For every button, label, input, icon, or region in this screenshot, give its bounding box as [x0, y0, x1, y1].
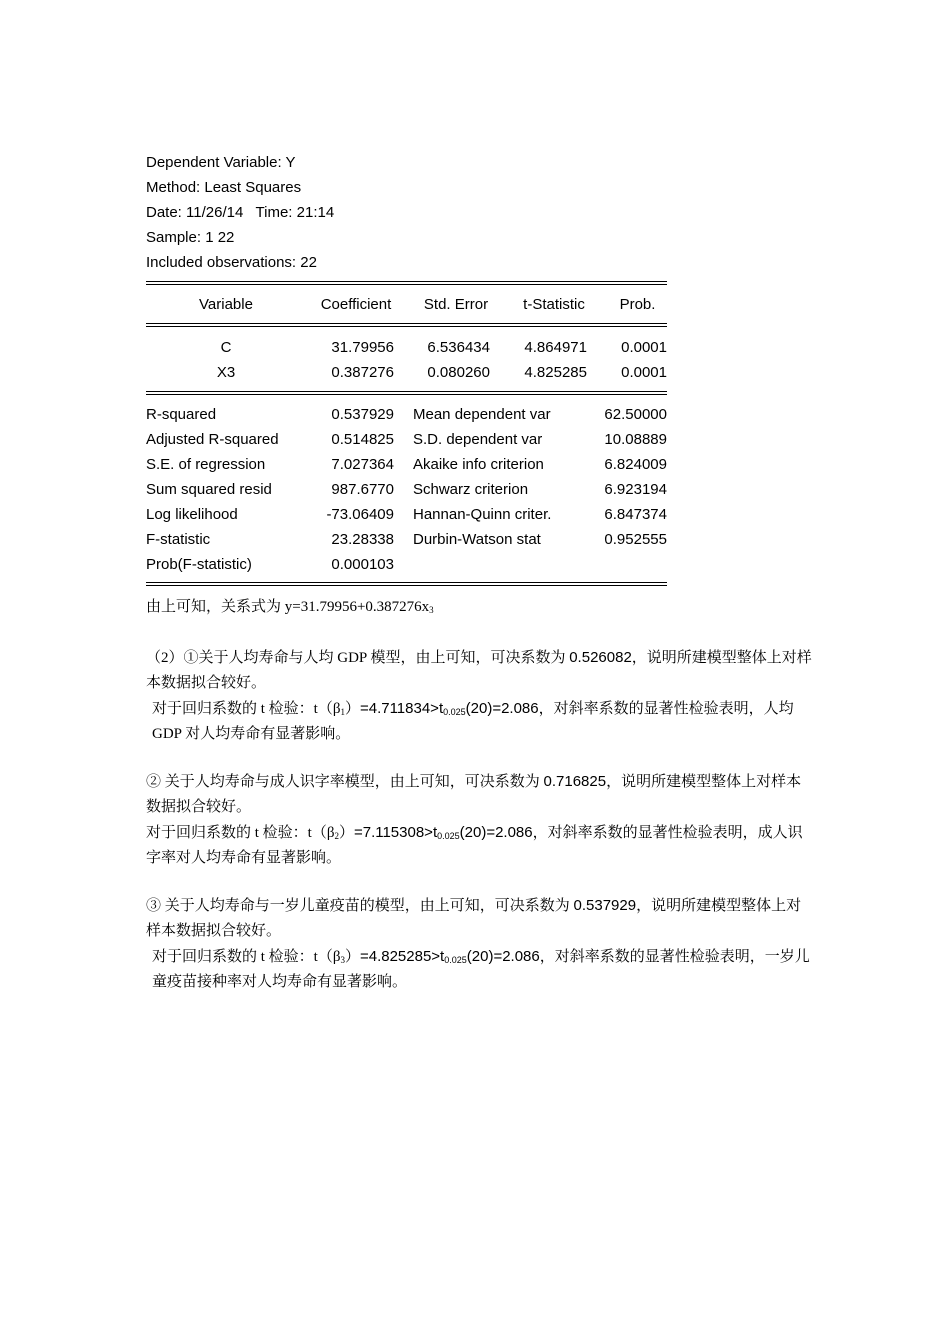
- table-header-rule: [146, 323, 667, 327]
- cell-std-error: 0.080260: [427, 364, 490, 381]
- section-1-text: （2）①关于人均寿命与人均 GDP 模型，由上可知，可决系数为: [146, 650, 570, 666]
- stats-row: [146, 552, 667, 577]
- stat-label: Mean dependent var: [413, 406, 551, 423]
- cell-prob: 0.0001: [621, 339, 667, 356]
- section-2-ttest-text: 对于回归系数的 t 检验：t（β: [146, 825, 335, 841]
- stats-row: [146, 477, 667, 502]
- column-header-prob: Prob.: [619, 296, 656, 313]
- stat-label: R-squared: [146, 406, 217, 423]
- stat-label: Adjusted R-squared: [146, 431, 279, 448]
- stats-row: [146, 402, 667, 427]
- stat-value: 23.28338: [331, 531, 394, 548]
- relation-text: 由上可知，关系式为 y=31.79956+0.387276x: [146, 599, 430, 615]
- stat-value: 987.6770: [331, 481, 394, 498]
- section-3-conclusion: ，对斜率系数的显著性检验表明，一岁儿童疫苗接种率对人均寿命有显著影响。: [152, 949, 810, 990]
- section-1-r2-value: 0.526082: [569, 649, 632, 666]
- section-2-paragraph: [146, 769, 816, 871]
- column-header-coefficient: Coefficient: [320, 296, 392, 313]
- stat-value: 62.50000: [604, 406, 667, 423]
- stat-label: Akaike info criterion: [413, 456, 544, 473]
- regression-header: [146, 150, 334, 275]
- relation-paragraph: [146, 595, 816, 620]
- table-middle-rule: [146, 391, 667, 395]
- section-2-critical-value: (20)=2.086: [459, 824, 533, 841]
- stat-label: Log likelihood: [146, 506, 238, 523]
- column-header-std-error: Std. Error: [423, 296, 489, 313]
- section-3-paragraph: [146, 893, 816, 995]
- stat-label: S.D. dependent var: [413, 431, 543, 448]
- dependent-variable-line: Dependent Variable: Y: [146, 154, 296, 171]
- stat-value: -73.06409: [326, 506, 394, 523]
- cell-std-error: 6.536434: [427, 339, 490, 356]
- column-header-t-statistic: t-Statistic: [523, 296, 585, 313]
- stat-label: S.E. of regression: [146, 456, 266, 473]
- stat-label: F-statistic: [146, 531, 211, 548]
- stat-label: Hannan-Quinn criter.: [413, 506, 552, 523]
- table-row: [146, 335, 667, 360]
- cell-variable: X3: [216, 364, 236, 381]
- method-line: Method: Least Squares: [146, 179, 302, 196]
- stats-row: [146, 502, 667, 527]
- t-subscript: 0.025: [443, 707, 466, 717]
- section-3-critical-value: (20)=2.086: [466, 948, 540, 965]
- table-bottom-rule: [146, 582, 667, 586]
- t-subscript: 0.025: [444, 955, 467, 965]
- sample-line: Sample: 1 22: [146, 229, 235, 246]
- cell-variable: C: [220, 339, 232, 356]
- cell-t-statistic: 4.864971: [524, 339, 587, 356]
- section-3-t-value: ）=4.825285>t: [344, 948, 445, 965]
- section-2-r2-value: 0.716825: [543, 773, 607, 790]
- section-1-paragraph: [146, 645, 816, 747]
- section-3-ttest-text: 对于回归系数的 t 检验：t（β: [152, 949, 341, 965]
- section-3-r2-value: 0.537929: [573, 897, 637, 914]
- section-3-text: ③ 关于人均寿命与一岁儿童疫苗的模型，由上可知，可决系数为: [146, 898, 574, 914]
- cell-t-statistic: 4.825285: [524, 364, 587, 381]
- cell-coefficient: 31.79956: [331, 339, 394, 356]
- section-1-t-value: ）=4.711834>t: [344, 700, 444, 717]
- section-2-t-value: ）=7.115308>t: [338, 824, 438, 841]
- section-2-text: ② 关于人均寿命与成人识字率模型，由上可知，可决系数为: [146, 774, 544, 790]
- stat-label: Durbin-Watson stat: [413, 531, 541, 548]
- section-2-conclusion: ，对斜率系数的显著性检验表明，成人识字率对人均寿命有显著影响。: [146, 825, 803, 866]
- beta-subscript: 2: [334, 831, 339, 841]
- stat-label: Schwarz criterion: [413, 481, 529, 498]
- stat-label: Prob(F-statistic): [146, 556, 252, 573]
- stat-value: 6.824009: [604, 456, 667, 473]
- stats-row: [146, 527, 667, 552]
- stats-row: [146, 427, 667, 452]
- stat-value: 0.952555: [604, 531, 667, 548]
- section-1-ttest-text: 对于回归系数的 t 检验：t（β: [152, 701, 341, 717]
- stat-value: 6.923194: [604, 481, 667, 498]
- section-2-text-cont: ，说明所建模型整体上对样本数据拟合较好。: [146, 774, 802, 815]
- stat-value: 7.027364: [331, 456, 394, 473]
- cell-coefficient: 0.387276: [331, 364, 394, 381]
- stat-label: Sum squared resid: [146, 481, 272, 498]
- section-1-conclusion: ，对斜率系数的显著性检验表明，人均 GDP 对人均寿命有显著影响。: [152, 701, 794, 742]
- stat-value: 0.000103: [331, 556, 394, 573]
- date-time-line: Date: 11/26/14 Time: 21:14: [146, 204, 335, 221]
- coef-table-header: [146, 292, 667, 317]
- stats-row: [146, 452, 667, 477]
- stat-value: 0.537929: [331, 406, 394, 423]
- cell-prob: 0.0001: [621, 364, 667, 381]
- stat-value: 6.847374: [604, 506, 667, 523]
- section-3-text-cont: ，说明所建模型整体上对样本数据拟合较好。: [146, 898, 802, 939]
- observations-line: Included observations: 22: [146, 254, 317, 271]
- column-header-variable: Variable: [199, 296, 253, 313]
- stat-value: 10.08889: [604, 431, 667, 448]
- table-row: [146, 360, 667, 385]
- section-1-critical-value: (20)=2.086: [465, 700, 539, 717]
- beta-subscript: 1: [340, 707, 345, 717]
- beta-subscript: 3: [340, 955, 345, 965]
- table-top-rule: [146, 281, 667, 285]
- section-1-text-cont: ，说明所建模型整体上对样本数据拟合较好。: [146, 650, 812, 691]
- t-subscript: 0.025: [437, 831, 460, 841]
- stat-value: 0.514825: [331, 431, 394, 448]
- relation-subscript: 3: [429, 605, 434, 615]
